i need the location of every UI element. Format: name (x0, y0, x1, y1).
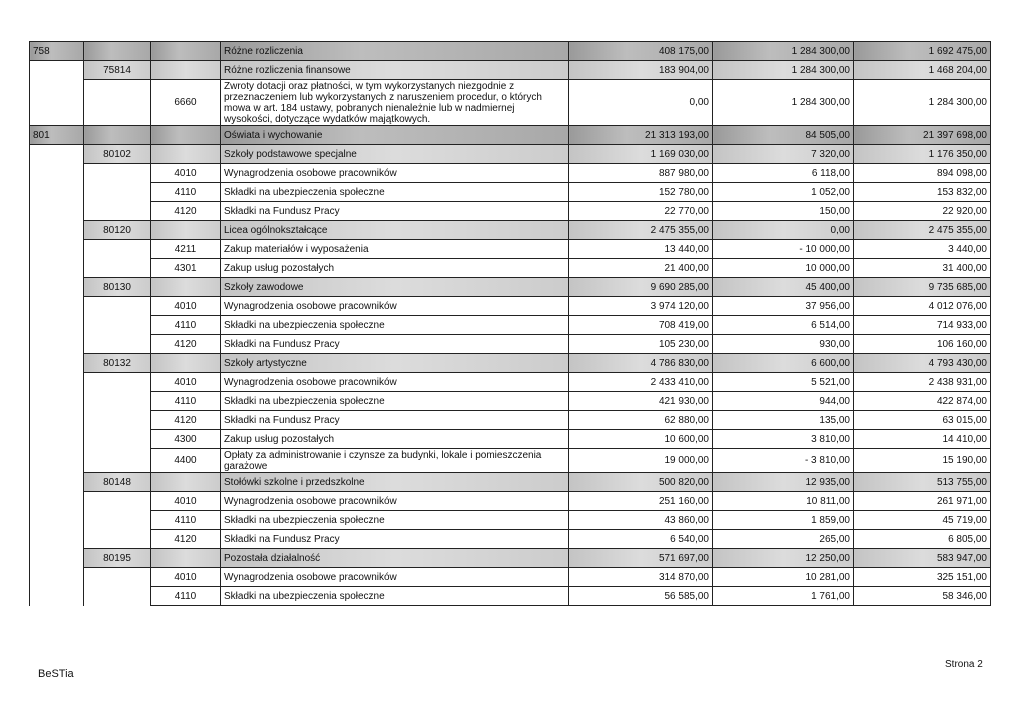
dzial-code (30, 335, 84, 354)
after-amount: 21 397 698,00 (854, 126, 991, 145)
paragraf-code: 4110 (151, 392, 221, 411)
change-amount: 3 810,00 (713, 430, 854, 449)
rozdzial-code (84, 42, 151, 61)
after-amount: 15 190,00 (854, 449, 991, 473)
change-amount: 5 521,00 (713, 373, 854, 392)
after-amount: 3 440,00 (854, 240, 991, 259)
row-description: Zakup materiałów i wyposażenia (221, 240, 569, 259)
plan-amount: 21 313 193,00 (569, 126, 713, 145)
rozdzial-code: 80130 (84, 278, 151, 297)
paragraf-row (30, 411, 991, 430)
after-amount: 1 692 475,00 (854, 42, 991, 61)
paragraf-code (151, 278, 221, 297)
plan-amount: 2 433 410,00 (569, 373, 713, 392)
paragraf-code (151, 126, 221, 145)
paragraf-code: 4010 (151, 297, 221, 316)
dzial-code (30, 202, 84, 221)
after-amount: 9 735 685,00 (854, 278, 991, 297)
after-amount: 513 755,00 (854, 473, 991, 492)
change-amount: 930,00 (713, 335, 854, 354)
dzial-code (30, 430, 84, 449)
paragraf-code (151, 42, 221, 61)
row-description: Wynagrodzenia osobowe pracowników (221, 492, 569, 511)
rozdzial-row (30, 61, 991, 80)
dzial-code (30, 511, 84, 530)
row-description: Wynagrodzenia osobowe pracowników (221, 297, 569, 316)
plan-amount: 708 419,00 (569, 316, 713, 335)
paragraf-code: 4010 (151, 492, 221, 511)
change-amount: 45 400,00 (713, 278, 854, 297)
dzial-code (30, 530, 84, 549)
paragraf-code: 4010 (151, 164, 221, 183)
row-description: Składki na ubezpieczenia społeczne (221, 183, 569, 202)
row-description: Składki na Fundusz Pracy (221, 530, 569, 549)
dzial-code: 758 (30, 42, 84, 61)
change-amount: 265,00 (713, 530, 854, 549)
paragraf-code: 4120 (151, 202, 221, 221)
change-amount: 1 284 300,00 (713, 80, 854, 126)
rozdzial-code (84, 80, 151, 126)
paragraf-row (30, 449, 991, 473)
footer-software-name: BeSTia (38, 668, 74, 680)
row-description: Składki na Fundusz Pracy (221, 335, 569, 354)
change-amount: 150,00 (713, 202, 854, 221)
after-amount: 1 468 204,00 (854, 61, 991, 80)
after-amount: 58 346,00 (854, 587, 991, 606)
plan-amount: 4 786 830,00 (569, 354, 713, 373)
after-amount: 45 719,00 (854, 511, 991, 530)
rozdzial-code (84, 126, 151, 145)
rozdzial-row (30, 221, 991, 240)
plan-amount: 2 475 355,00 (569, 221, 713, 240)
dzial-code (30, 61, 84, 80)
paragraf-row (30, 568, 991, 587)
paragraf-code: 4120 (151, 335, 221, 354)
dzial-code: 801 (30, 126, 84, 145)
row-description: Wynagrodzenia osobowe pracowników (221, 164, 569, 183)
paragraf-row (30, 530, 991, 549)
rozdzial-row (30, 145, 991, 164)
dzial-row (30, 126, 991, 145)
paragraf-row (30, 259, 991, 278)
dzial-code (30, 297, 84, 316)
rozdzial-code: 80148 (84, 473, 151, 492)
after-amount: 4 012 076,00 (854, 297, 991, 316)
plan-amount: 152 780,00 (569, 183, 713, 202)
plan-amount: 13 440,00 (569, 240, 713, 259)
after-amount: 422 874,00 (854, 392, 991, 411)
rozdzial-code (84, 530, 151, 549)
plan-amount: 3 974 120,00 (569, 297, 713, 316)
change-amount: 7 320,00 (713, 145, 854, 164)
rozdzial-code: 80120 (84, 221, 151, 240)
rozdzial-code (84, 240, 151, 259)
rozdzial-row (30, 473, 991, 492)
row-description: Składki na ubezpieczenia społeczne (221, 587, 569, 606)
after-amount: 894 098,00 (854, 164, 991, 183)
dzial-code (30, 354, 84, 373)
rozdzial-row (30, 354, 991, 373)
paragraf-code: 4110 (151, 183, 221, 202)
dzial-row (30, 42, 991, 61)
dzial-code (30, 316, 84, 335)
paragraf-row (30, 202, 991, 221)
change-amount: 10 281,00 (713, 568, 854, 587)
paragraf-code: 4120 (151, 411, 221, 430)
change-amount: 6 600,00 (713, 354, 854, 373)
dzial-code (30, 473, 84, 492)
rozdzial-code (84, 259, 151, 278)
after-amount: 1 284 300,00 (854, 80, 991, 126)
rozdzial-code (84, 183, 151, 202)
paragraf-code: 4110 (151, 511, 221, 530)
row-description: Licea ogólnokształcące (221, 221, 569, 240)
row-description: Pozostała działalność (221, 549, 569, 568)
row-description: Różne rozliczenia (221, 42, 569, 61)
change-amount: 12 250,00 (713, 549, 854, 568)
after-amount: 14 410,00 (854, 430, 991, 449)
rozdzial-code (84, 297, 151, 316)
plan-amount: 10 600,00 (569, 430, 713, 449)
row-description: Składki na ubezpieczenia społeczne (221, 316, 569, 335)
plan-amount: 571 697,00 (569, 549, 713, 568)
paragraf-row (30, 392, 991, 411)
after-amount: 325 151,00 (854, 568, 991, 587)
row-description: Zakup usług pozostałych (221, 259, 569, 278)
plan-amount: 6 540,00 (569, 530, 713, 549)
dzial-code (30, 183, 84, 202)
paragraf-code: 4211 (151, 240, 221, 259)
change-amount: 84 505,00 (713, 126, 854, 145)
paragraf-row (30, 430, 991, 449)
change-amount: 6 514,00 (713, 316, 854, 335)
paragraf-code: 4300 (151, 430, 221, 449)
rozdzial-code (84, 164, 151, 183)
plan-amount: 1 169 030,00 (569, 145, 713, 164)
rozdzial-code: 80132 (84, 354, 151, 373)
dzial-code (30, 392, 84, 411)
row-description: Szkoły podstawowe specjalne (221, 145, 569, 164)
dzial-code (30, 411, 84, 430)
paragraf-code (151, 354, 221, 373)
rozdzial-code (84, 202, 151, 221)
row-description: Stołówki szkolne i przedszkolne (221, 473, 569, 492)
dzial-code (30, 259, 84, 278)
paragraf-row (30, 297, 991, 316)
after-amount: 714 933,00 (854, 316, 991, 335)
paragraf-row (30, 335, 991, 354)
dzial-code (30, 145, 84, 164)
rozdzial-code: 80102 (84, 145, 151, 164)
rozdzial-code (84, 335, 151, 354)
dzial-code (30, 221, 84, 240)
row-description: Opłaty za administrowanie i czynsze za budynki, lokale i pomieszczenia garażowe (221, 449, 569, 473)
paragraf-code (151, 221, 221, 240)
paragraf-code: 4110 (151, 316, 221, 335)
plan-amount: 421 930,00 (569, 392, 713, 411)
row-description: Zakup usług pozostałych (221, 430, 569, 449)
after-amount: 2 438 931,00 (854, 373, 991, 392)
paragraf-row (30, 80, 991, 126)
rozdzial-code (84, 316, 151, 335)
after-amount: 1 176 350,00 (854, 145, 991, 164)
dzial-code (30, 568, 84, 587)
rozdzial-code (84, 430, 151, 449)
rozdzial-code (84, 411, 151, 430)
row-description: Składki na Fundusz Pracy (221, 411, 569, 430)
after-amount: 4 793 430,00 (854, 354, 991, 373)
dzial-code (30, 549, 84, 568)
change-amount: 135,00 (713, 411, 854, 430)
rozdzial-code (84, 392, 151, 411)
plan-amount: 408 175,00 (569, 42, 713, 61)
dzial-code (30, 449, 84, 473)
row-description: Składki na ubezpieczenia społeczne (221, 392, 569, 411)
paragraf-row (30, 183, 991, 202)
after-amount: 583 947,00 (854, 549, 991, 568)
plan-amount: 21 400,00 (569, 259, 713, 278)
plan-amount: 9 690 285,00 (569, 278, 713, 297)
plan-amount: 43 860,00 (569, 511, 713, 530)
change-amount: - 3 810,00 (713, 449, 854, 473)
plan-amount: 56 585,00 (569, 587, 713, 606)
dzial-code (30, 240, 84, 259)
change-amount: - 10 000,00 (713, 240, 854, 259)
rozdzial-row (30, 278, 991, 297)
plan-amount: 0,00 (569, 80, 713, 126)
paragraf-row (30, 587, 991, 606)
paragraf-code: 6660 (151, 80, 221, 126)
paragraf-row (30, 373, 991, 392)
rozdzial-code (84, 511, 151, 530)
paragraf-row (30, 316, 991, 335)
row-description: Wynagrodzenia osobowe pracowników (221, 568, 569, 587)
dzial-code (30, 80, 84, 126)
paragraf-code (151, 145, 221, 164)
plan-amount: 62 880,00 (569, 411, 713, 430)
change-amount: 6 118,00 (713, 164, 854, 183)
row-description: Składki na Fundusz Pracy (221, 202, 569, 221)
plan-amount: 19 000,00 (569, 449, 713, 473)
rozdzial-code (84, 449, 151, 473)
paragraf-row (30, 511, 991, 530)
after-amount: 153 832,00 (854, 183, 991, 202)
after-amount: 63 015,00 (854, 411, 991, 430)
paragraf-code (151, 61, 221, 80)
paragraf-code: 4120 (151, 530, 221, 549)
change-amount: 1 284 300,00 (713, 61, 854, 80)
change-amount: 37 956,00 (713, 297, 854, 316)
paragraf-row (30, 492, 991, 511)
change-amount: 12 935,00 (713, 473, 854, 492)
rozdzial-row (30, 549, 991, 568)
row-description: Szkoły artystyczne (221, 354, 569, 373)
dzial-code (30, 278, 84, 297)
after-amount: 106 160,00 (854, 335, 991, 354)
dzial-code (30, 587, 84, 606)
dzial-code (30, 164, 84, 183)
change-amount: 0,00 (713, 221, 854, 240)
plan-amount: 105 230,00 (569, 335, 713, 354)
paragraf-code: 4010 (151, 373, 221, 392)
change-amount: 10 000,00 (713, 259, 854, 278)
after-amount: 2 475 355,00 (854, 221, 991, 240)
row-description: Szkoły zawodowe (221, 278, 569, 297)
paragraf-code: 4110 (151, 587, 221, 606)
paragraf-row (30, 240, 991, 259)
paragraf-code: 4301 (151, 259, 221, 278)
change-amount: 1 761,00 (713, 587, 854, 606)
rozdzial-code: 75814 (84, 61, 151, 80)
plan-amount: 887 980,00 (569, 164, 713, 183)
paragraf-code: 4400 (151, 449, 221, 473)
after-amount: 31 400,00 (854, 259, 991, 278)
row-description: Oświata i wychowanie (221, 126, 569, 145)
budget-table (29, 41, 991, 606)
plan-amount: 314 870,00 (569, 568, 713, 587)
paragraf-code: 4010 (151, 568, 221, 587)
paragraf-row (30, 164, 991, 183)
row-description: Składki na ubezpieczenia społeczne (221, 511, 569, 530)
after-amount: 261 971,00 (854, 492, 991, 511)
plan-amount: 500 820,00 (569, 473, 713, 492)
paragraf-code (151, 473, 221, 492)
dzial-code (30, 373, 84, 392)
dzial-code (30, 492, 84, 511)
footer-page-number: Strona 2 (945, 659, 983, 670)
paragraf-code (151, 549, 221, 568)
plan-amount: 251 160,00 (569, 492, 713, 511)
rozdzial-code (84, 587, 151, 606)
row-description: Różne rozliczenia finansowe (221, 61, 569, 80)
change-amount: 944,00 (713, 392, 854, 411)
after-amount: 6 805,00 (854, 530, 991, 549)
plan-amount: 183 904,00 (569, 61, 713, 80)
change-amount: 10 811,00 (713, 492, 854, 511)
rozdzial-code (84, 492, 151, 511)
table-body (30, 42, 991, 606)
rozdzial-code (84, 373, 151, 392)
plan-amount: 22 770,00 (569, 202, 713, 221)
change-amount: 1 859,00 (713, 511, 854, 530)
change-amount: 1 052,00 (713, 183, 854, 202)
rozdzial-code: 80195 (84, 549, 151, 568)
change-amount: 1 284 300,00 (713, 42, 854, 61)
row-description: Zwroty dotacji oraz płatności, w tym wykorzystanych niezgodnie z przeznaczeniem lub wykorzystanych z naruszeniem procedur, o których mowa w art. 184 ustawy, pobranych nienależnie lub w nadmiernej wysokości, dotyczące wydatków majątkowych. (221, 80, 569, 126)
row-description: Wynagrodzenia osobowe pracowników (221, 373, 569, 392)
rozdzial-code (84, 568, 151, 587)
after-amount: 22 920,00 (854, 202, 991, 221)
